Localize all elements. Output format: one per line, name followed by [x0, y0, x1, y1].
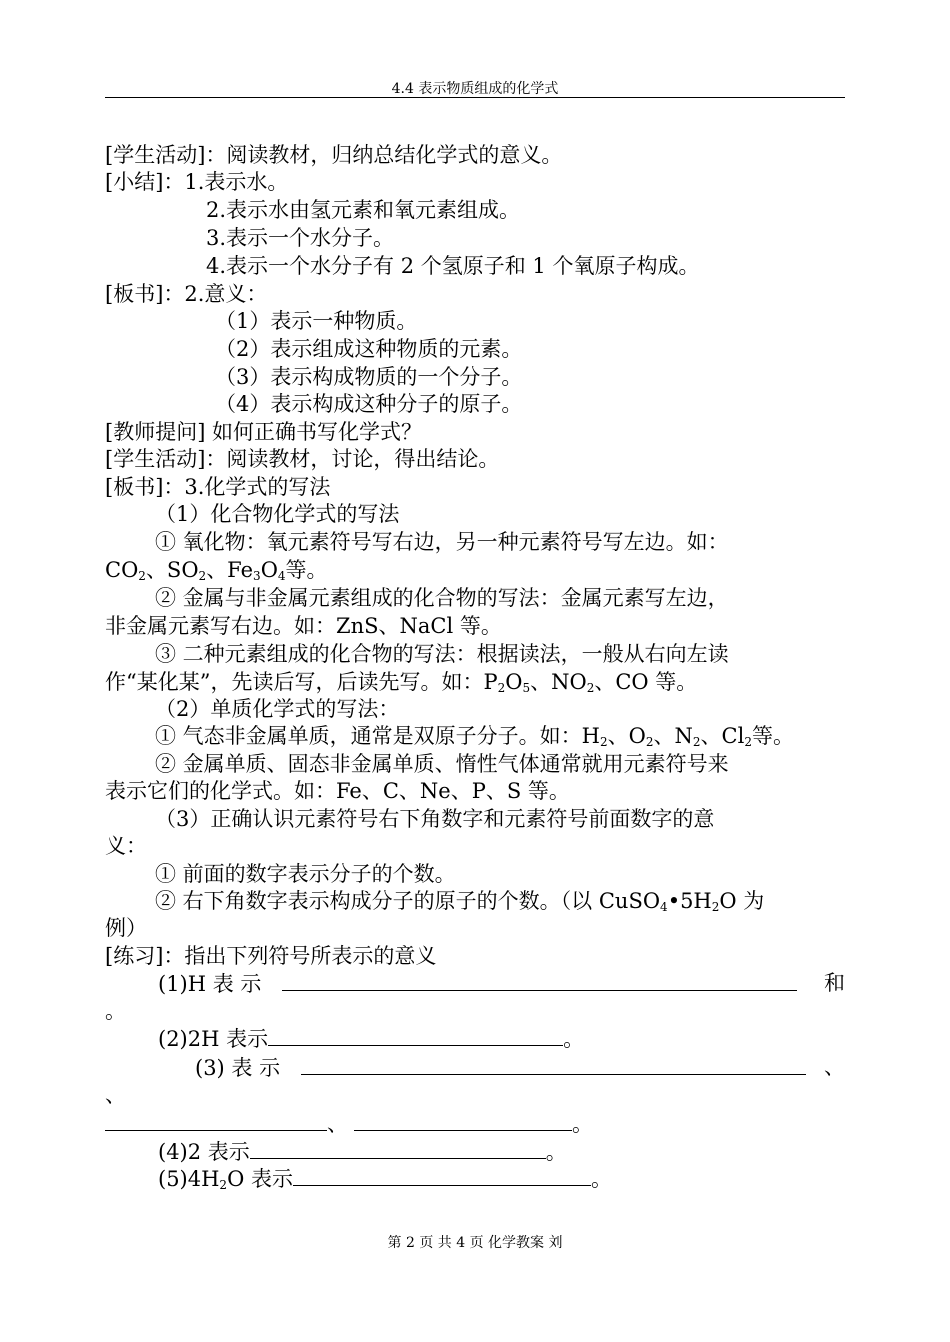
text-line: 。 — [105, 999, 126, 1023]
text-line: 2.表示水由氢元素和氧元素组成。 — [206, 198, 521, 222]
exercise-1: (1)H 表 示 和 — [158, 971, 845, 996]
text-line: [学生活动]：阅读教材，讨论，得出结论。 — [105, 447, 500, 471]
text-line: 4.表示一个水分子有 2 个氢原子和 1 个氧原子构成。 — [206, 254, 700, 278]
text-line: （1）表示一种物质。 — [215, 309, 418, 333]
formula-line: ② 右下角数字表示构成分子的原子的个数。（以 $CuSO_4•5H_2O$ 为 — [155, 889, 765, 914]
exercise-4: (4)2 表示 。 — [158, 1140, 567, 1164]
header-rule — [105, 97, 845, 98]
answer-blank[interactable] — [105, 1110, 327, 1131]
answer-blank[interactable] — [354, 1110, 572, 1131]
text-line: （2）单质化学式的写法： — [155, 697, 400, 721]
text-line: 3.表示一个水分子。 — [206, 226, 395, 250]
formula-line: ① 气态非金属单质，通常是双原子分子。如：$H_2$、$O_2$、$N_2$、$Cl_2$等。 — [155, 724, 794, 749]
text-line: ③ 二种元素组成的化合物的写法：根据读法，一般从右向左读 — [155, 642, 729, 666]
text-line: ① 氧化物：氧元素符号写右边，另一种元素符号写左边。如： — [155, 530, 729, 554]
answer-blank[interactable] — [268, 1025, 563, 1046]
answer-blank[interactable] — [301, 1054, 806, 1075]
text-line: （2）表示组成这种物质的元素。 — [215, 337, 523, 361]
exercise-3-cont: 、 。 — [105, 1110, 845, 1137]
text-line: 义： — [105, 834, 147, 858]
page-header: 4.4 表示物质组成的化学式 — [391, 81, 559, 97]
text-line: [板书]：3.化学式的写法 — [105, 475, 331, 499]
exercise-2: (2)2H 表示 。 — [158, 1027, 585, 1051]
text-line: [小结]：1.表示水。 — [105, 170, 289, 194]
text-line: [练习]：指出下列符号所表示的意义 — [105, 944, 437, 968]
answer-blank[interactable] — [293, 1165, 591, 1186]
text-line: ① 前面的数字表示分子的个数。 — [155, 862, 456, 886]
answer-blank[interactable] — [282, 970, 797, 991]
exercise-5: $(5)4H_2O$ 表示 。 — [158, 1167, 612, 1192]
text-line: （3）表示构成物质的一个分子。 — [215, 365, 523, 389]
text-line: 例） — [105, 916, 147, 940]
answer-blank[interactable] — [250, 1138, 546, 1159]
exercise-3: (3) 表 示 、 — [195, 1055, 845, 1080]
formula-line: $CO_2$、$SO_2$、$Fe_3O_4$等。 — [105, 558, 328, 583]
text-line: [教师提问] 如何正确书写化学式？ — [105, 420, 423, 444]
text-line: ② 金属与非金属元素组成的化合物的写法：金属元素写左边， — [155, 586, 729, 610]
text-line: [学生活动]：阅读教材，归纳总结化学式的意义。 — [105, 143, 563, 167]
formula-line: 作“某化某”，先读后写，后读先写。如：$P_2O_5$、$NO_2$、CO 等。 — [105, 670, 698, 695]
text-line: [板书]：2.意义： — [105, 282, 268, 306]
text-line: （4）表示构成这种分子的原子。 — [215, 392, 523, 416]
text-line: 非金属元素写右边。如：ZnS、NaCl 等。 — [105, 614, 502, 638]
text-line: ② 金属单质、固态非金属单质、惰性气体通常就用元素符号来 — [155, 752, 729, 776]
text-line: （3）正确认识元素符号右下角数字和元素符号前面数字的意 — [155, 807, 715, 831]
text-line: 、 — [105, 1083, 126, 1107]
text-line: （1）化合物化学式的写法 — [155, 502, 400, 526]
page-footer: 第 2 页 共 4 页 化学教案 刘 — [387, 1235, 563, 1251]
text-line: 表示它们的化学式。如：Fe、C、Ne、P、S 等。 — [105, 779, 570, 803]
